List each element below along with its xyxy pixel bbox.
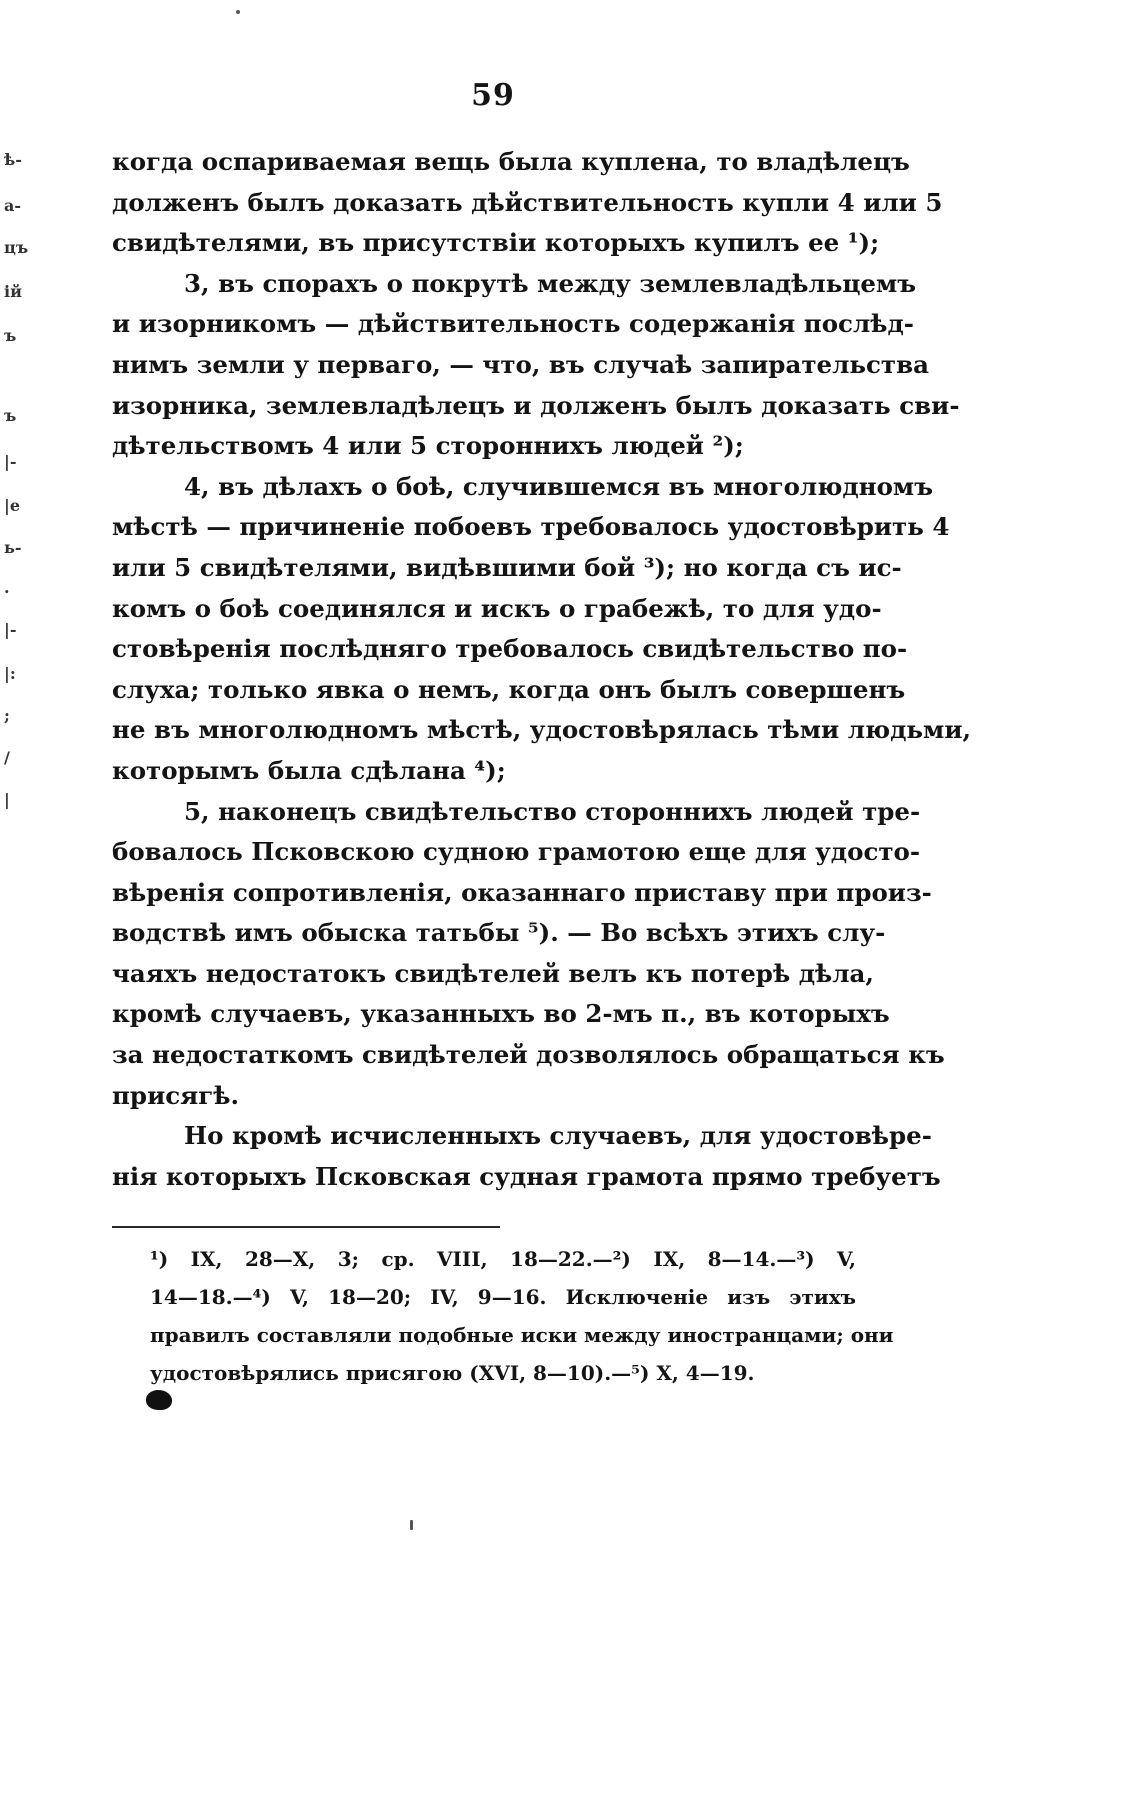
text-line: кромѣ случаевъ, указанныхъ во 2-мъ п., въ которыхъ — [112, 999, 890, 1029]
text-line: бовалось Псковскою судною грамотою еще для удосто- — [112, 837, 921, 867]
footnote-line: ¹) IX, 28—X, 3; ср. VIII, 18—22.—²) IX, 8—14.—³) V, — [150, 1247, 856, 1271]
ink-blot — [146, 1390, 172, 1410]
margin-mark: ъ — [4, 326, 17, 345]
text-line: присягѣ. — [112, 1080, 240, 1110]
text-line: дѣтельствомъ 4 или 5 стороннихъ людей ²); — [112, 431, 744, 461]
footnote-divider — [112, 1226, 500, 1228]
text-line: не въ многолюдномъ мѣстѣ, удостовѣрялась тѣми людьми, — [112, 715, 972, 745]
margin-mark: |- — [4, 620, 17, 639]
text-line: 4, въ дѣлахъ о боѣ, случившемся въ многолюдномъ — [184, 471, 934, 501]
text-line: вѣренія сопротивленія, оказаннаго приставу при произ- — [112, 877, 932, 907]
text-line: нимъ земли у перваго, — что, въ случаѣ запирательства — [112, 349, 929, 379]
text-line: свидѣтелями, въ присутствіи которыхъ купилъ ее ¹); — [112, 228, 880, 258]
footnotes — [150, 1240, 894, 1392]
margin-mark: ъ — [4, 406, 17, 425]
text-line: за недостаткомъ свидѣтелей дозволялось обращаться къ — [112, 1040, 945, 1070]
body-text — [112, 142, 972, 1197]
dust-speck — [236, 10, 240, 14]
page-number: 59 — [471, 78, 515, 113]
margin-mark: |: — [4, 664, 16, 683]
margin-mark: ь- — [4, 538, 22, 557]
text-line: водствѣ имъ обыска татьбы ⁵). — Во всѣхъ этихъ слу- — [112, 918, 886, 948]
text-line: мѣстѣ — причиненіе побоевъ требовалось удостовѣрить 4 — [112, 512, 950, 542]
footnote-line: 14—18.—⁴) V, 18—20; IV, 9—16. Исключеніе изъ этихъ — [150, 1285, 856, 1309]
margin-mark: а- — [4, 196, 22, 215]
text-line: комъ о боѣ соединялся и искъ о грабежѣ, то для удо- — [112, 593, 882, 623]
text-line: когда оспариваемая вещь была куплена, то владѣлецъ — [112, 147, 910, 176]
text-line: нія которыхъ Псковская судная грамота прямо требуетъ — [112, 1161, 941, 1191]
dust-speck — [410, 1520, 413, 1530]
text-line: или 5 свидѣтелями, видѣвшими бой ³); но когда съ ис- — [112, 552, 902, 582]
text-line: стовѣренія послѣдняго требовалось свидѣтельство по- — [112, 634, 908, 664]
margin-mark: цъ — [4, 238, 29, 257]
margin-mark: |- — [4, 452, 17, 471]
footnote-line: удостовѣрялись присягою (XVI, 8—10).—⁵) X, 4—19. — [150, 1361, 755, 1385]
margin-mark: | — [4, 790, 10, 809]
margin-mark: ; — [4, 706, 10, 725]
margin-mark: ѣ- — [4, 150, 22, 169]
left-margin-bleed — [0, 0, 40, 1568]
footnote-line: правилъ составляли подобные иски между иностранцами; они — [150, 1323, 894, 1347]
text-line: которымъ была сдѣлана ⁴); — [112, 755, 506, 785]
margin-mark: / — [4, 748, 10, 767]
text-line: чаяхъ недостатокъ свидѣтелей велъ къ потерѣ дѣла, — [112, 958, 874, 988]
text-line: 5, наконецъ свидѣтельство стороннихъ людей тре- — [184, 796, 921, 826]
text-line: изорника, землевладѣлецъ и долженъ былъ доказать сви- — [112, 390, 960, 420]
margin-mark: . — [4, 578, 10, 597]
margin-mark: ій — [4, 282, 22, 301]
text-line: слуха; только явка о немъ, когда онъ былъ совершенъ — [112, 674, 906, 704]
text-line: Но кромѣ исчисленныхъ случаевъ, для удостовѣре- — [184, 1121, 932, 1151]
margin-mark: |е — [4, 496, 20, 515]
text-line: 3, въ спорахъ о покрутѣ между землевладѣльцемъ — [184, 268, 917, 298]
text-line: долженъ былъ доказать дѣйствительность купли 4 или 5 — [112, 187, 943, 217]
text-line: и изорникомъ — дѣйствительность содержанія послѣд- — [112, 309, 914, 339]
